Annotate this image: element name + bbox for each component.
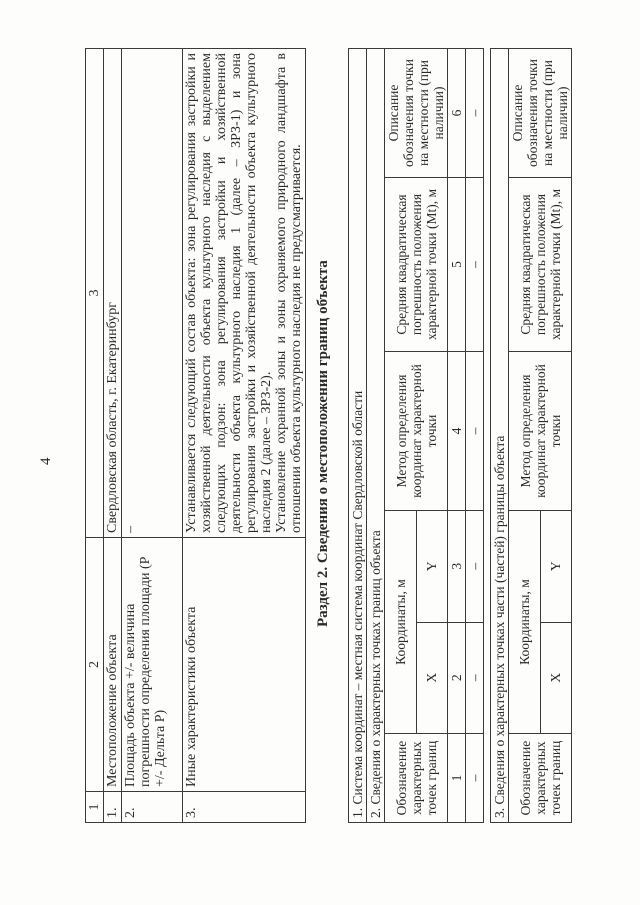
header-cell: 1 [86, 792, 104, 823]
col-error: Средняя квадратическая погрешность положения характерной точки (Mt), м [509, 178, 572, 352]
header-cell: 3 [86, 49, 104, 538]
table-spacer [484, 49, 491, 823]
table-header-row [86, 49, 104, 823]
table-row [122, 49, 183, 823]
col-method: Метод определения координат характерной точки [509, 352, 572, 511]
characteristics-paragraph-1: Устанавливается следующий состав объекта: зона регулирования застройки и хозяйственной деятельности объекта культурного наследия с выделением следующих подзон: зона регулирования застройки и хозяйственной деятельности объекта культурного наследия 1 (далее – ЗРЗ-1) и зона регулирования застройки и хозяйственной деятельности объекта культурного наследия 2 (далее – ЗРЗ-2). [184, 53, 274, 533]
column-number: 2 [448, 622, 466, 733]
col-description: Описание обозначения точки на местности (при наличии) [385, 49, 448, 178]
row-name: Местоположение объекта [104, 538, 122, 792]
row-number: 1. [104, 792, 122, 823]
header-cell: 2 [86, 538, 104, 792]
table-row [367, 49, 385, 823]
coordinate-system: 1. Система координат – местная система координат Свердловской области [349, 49, 367, 823]
table-cell: – [466, 622, 484, 733]
column-number: 4 [448, 352, 466, 511]
table-row [183, 49, 306, 823]
row-number: 2. [122, 792, 183, 823]
table-cell: – [466, 511, 484, 623]
table-row [466, 49, 484, 823]
boundary-points-table [348, 48, 572, 823]
row-value: – [122, 49, 183, 538]
col-x: X [540, 622, 572, 733]
row-number: 3. [183, 792, 306, 823]
table-row [491, 49, 509, 823]
row-value: Свердловская область, г. Екатеринбург [104, 49, 122, 538]
row-name: Площадь объекта +/- величина погрешности определения площади (Р +/- Дельта Р) [122, 538, 183, 792]
column-number: 1 [448, 734, 466, 823]
col-method: Метод определения координат характерной точки [385, 352, 448, 511]
table-cell: – [466, 178, 484, 352]
section-title: Раздел 2. Сведения о местоположении границ объекта [315, 260, 331, 627]
page-number: 4 [38, 457, 54, 465]
characteristics-paragraph-2: Установление охранной зоны и зоны охраняемого природного ландшафта в отношении объекта культурного наследия не предусматривается. [274, 53, 304, 533]
col-y: Y [540, 511, 572, 623]
col-designation: Обозначение характерных точек границ [509, 734, 572, 823]
subsection-title: 2. Сведения о характерных точках границ объекта [367, 49, 385, 823]
table-row [349, 49, 367, 823]
col-coords: Координаты, м [509, 511, 541, 734]
col-designation: Обозначение характерных точек границ [385, 734, 448, 823]
table-row [104, 49, 122, 823]
table-number-row [448, 49, 466, 823]
column-number: 6 [448, 49, 466, 178]
row-value [183, 49, 306, 538]
table-header-row [509, 49, 541, 823]
col-y: Y [416, 511, 448, 623]
row-name: Иные характеристики объекта [183, 538, 306, 792]
table-cell: – [466, 734, 484, 823]
table-cell: – [466, 352, 484, 511]
col-description: Описание обозначения точки на местности (при наличии) [509, 49, 572, 178]
table-cell: – [466, 49, 484, 178]
col-error: Средняя квадратическая погрешность положения характерной точки (Mt), м [385, 178, 448, 352]
column-number: 5 [448, 178, 466, 352]
subsection-title: 3. Сведения о характерных точках части (частей) границы объекта [491, 49, 509, 823]
col-coords: Координаты, м [385, 511, 417, 734]
col-x: X [416, 622, 448, 733]
object-info-table [85, 48, 306, 823]
table-header-row [385, 49, 417, 823]
column-number: 3 [448, 511, 466, 623]
